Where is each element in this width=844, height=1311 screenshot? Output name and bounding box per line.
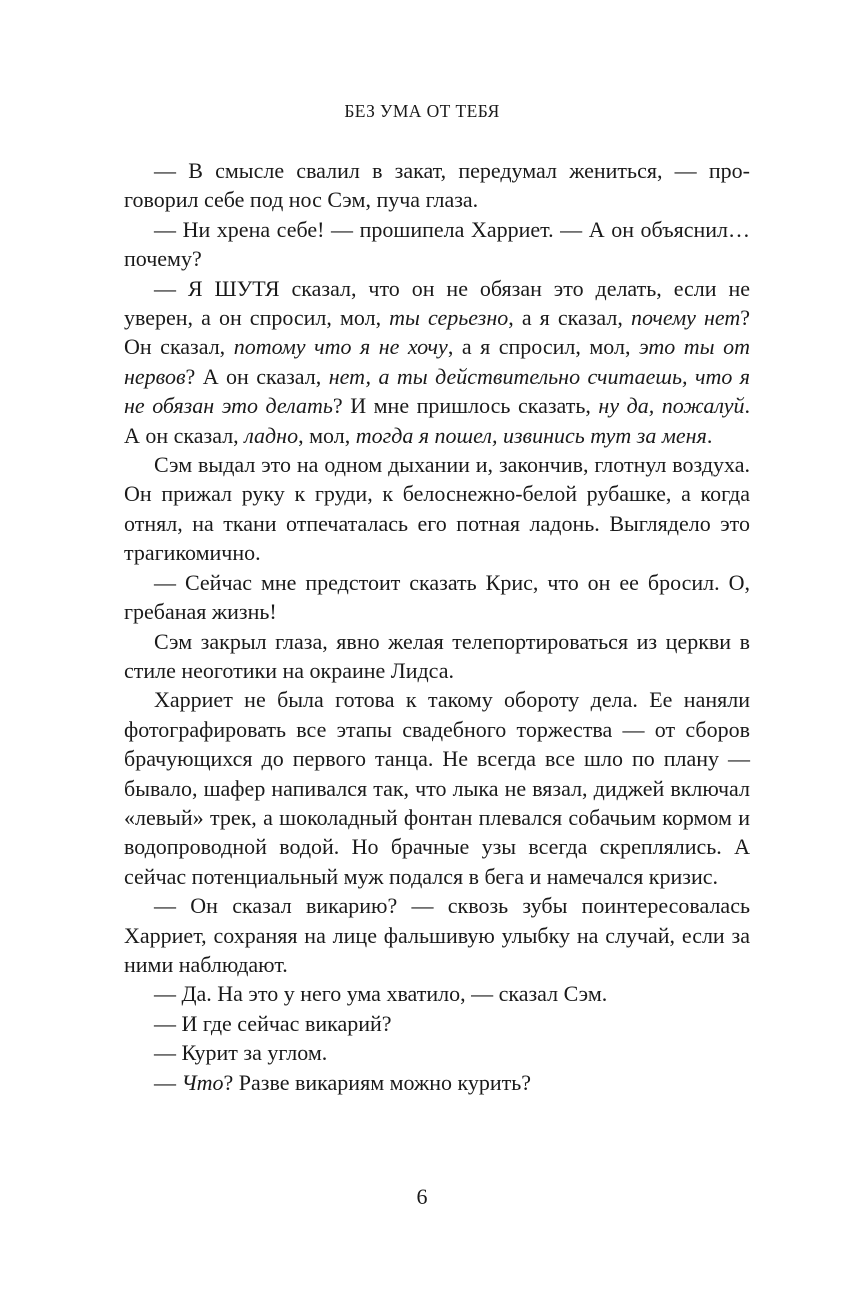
paragraph: [124, 1068, 750, 1097]
paragraph: [124, 1009, 750, 1038]
text-run: — Ни хрена себе! — прошипела Харриет. — А он объяснил… почему?: [124, 216, 750, 272]
text-run: .: [706, 422, 713, 448]
italic-text: ну да, пожалуй: [598, 393, 745, 419]
paragraph: [124, 979, 750, 1008]
text-run: — Он сказал викарию? — сквозь зубы поинтересовалась Харриет, сохраняя на лице фальшивую улыбку на случай, если за ними наблюдают.: [124, 893, 750, 977]
text-run: Сэм закрыл глаза, явно желая телепортироваться из церкви в стиле неоготики на окраине Лидса.: [124, 628, 750, 683]
paragraph: [124, 215, 750, 274]
body-text: [124, 156, 750, 1097]
paragraph: [124, 156, 750, 215]
text-run: — И где сейчас викарий?: [154, 1010, 392, 1036]
italic-text: ты серьезно: [389, 305, 509, 331]
text-run: — Сейчас мне предстоит сказать Крис, что он ее бросил. О, гребаная жизнь!: [124, 569, 750, 625]
text-run: , а я спросил, мол,: [447, 334, 639, 360]
text-run: . А он сказал,: [124, 393, 750, 448]
text-run: ? А он сказал,: [185, 363, 329, 389]
text-run: , мол,: [298, 422, 356, 448]
page-number: 6: [416, 1184, 428, 1209]
italic-text: Что: [181, 1069, 224, 1095]
text-run: — В смысле свалил в закат, передумал жениться, — проговорил себе под нос Сэм, пуча глаза.: [124, 158, 750, 213]
italic-text: нет, а ты действительно считаешь, что я не обязан это делать: [124, 363, 751, 419]
paragraph: [124, 568, 750, 627]
text-run: ? Разве викариям можно курить?: [223, 1069, 532, 1095]
text-run: ? Он сказал,: [124, 305, 751, 360]
paragraph: [124, 274, 750, 450]
text-run: — Курит за углом.: [154, 1040, 328, 1066]
paragraph: [124, 627, 750, 686]
paragraph: [124, 685, 750, 891]
italic-text: ладно: [244, 422, 299, 448]
text-run: — Я ШУТЯ сказал, что он не обязан это делать, если не уверен, а он спросил, мол,: [124, 275, 750, 331]
text-run: ? И мне пришлось сказать,: [332, 393, 599, 419]
italic-text: тогда я пошел, извинись тут за меня: [355, 422, 707, 448]
text-run: —: [154, 1069, 182, 1095]
italic-text: это ты от нервов: [124, 334, 750, 389]
paragraph: [124, 1038, 750, 1067]
paragraph: [124, 891, 750, 979]
italic-text: почему нет: [630, 305, 741, 331]
text-run: Харриет не была готова к такому обороту дела. Ее наняли фотографировать все этапы свадебного торжества — от сборов брачующихся до первого танца. Не всегда все шло по плану — бывало, шафер напивался так, что лыка не вязал, диджей включал «левый» трек, а шоколадный фонтан плевался собачьим кормом и водопроводной водой. Но брачные узы всегда скреплялись. А сейчас потенциальный муж подался в бега и намечался кризис.: [124, 687, 750, 889]
italic-text: потому что я не хочу: [233, 334, 448, 360]
running-header: БЕЗ УМА ОТ ТЕБЯ: [344, 101, 500, 121]
paragraph: [124, 450, 750, 568]
text-run: , а я сказал,: [508, 305, 631, 331]
text-run: — Да. На это у него ума хватило, — сказал Сэм.: [154, 981, 608, 1007]
text-run: Сэм выдал это на одном дыхании и, закончив, глотнул воздуха. Он прижал руку к груди, к белоснежно-белой рубашке, а когда отнял, на ткани отпечаталась его потная ладонь. Выглядело это трагикомично.: [124, 452, 750, 566]
